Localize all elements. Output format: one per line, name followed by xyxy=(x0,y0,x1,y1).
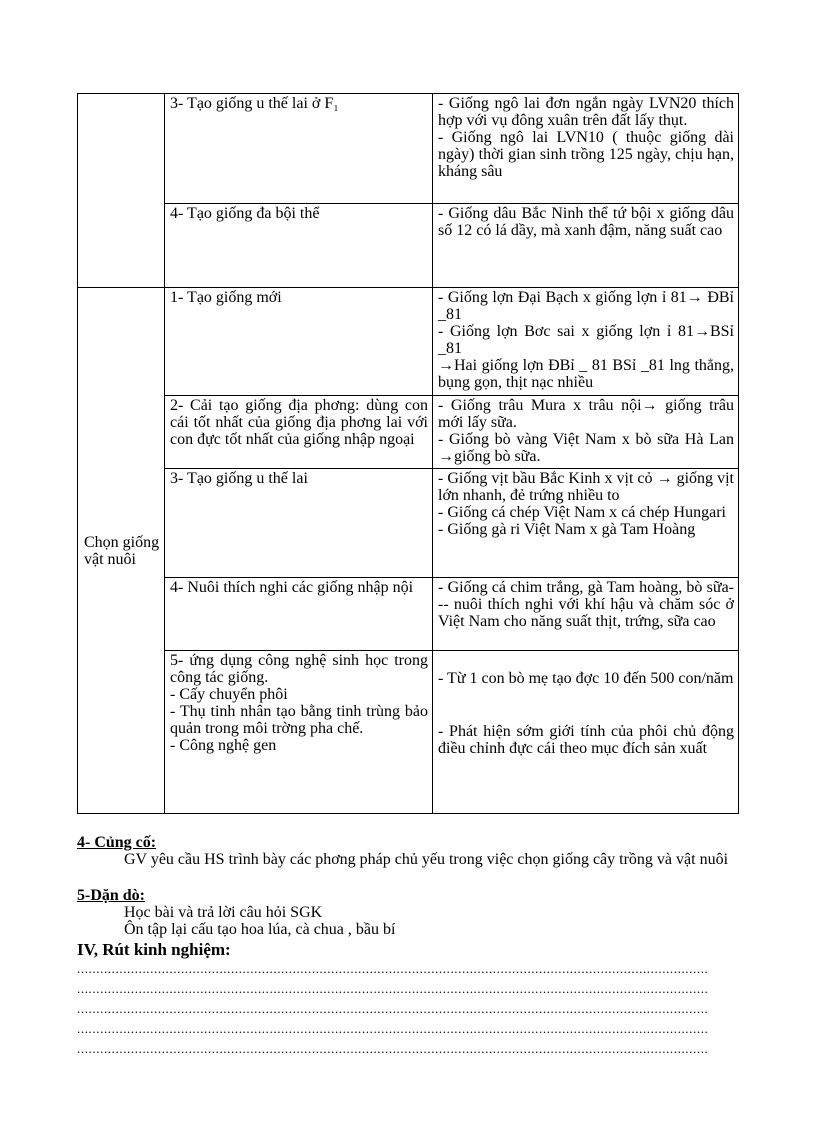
table-row xyxy=(78,94,739,204)
danho-line-1: Học bài và trả lời câu hỏi SGK xyxy=(124,904,323,921)
table-row xyxy=(78,469,739,578)
method-cell: 4- Nuôi thích nghi các giống nhập nội xyxy=(165,578,433,651)
dotted-line: .................................................................................................................................................................... xyxy=(77,981,709,996)
cungco-heading: 4- Củng cố: xyxy=(77,834,157,851)
table-row xyxy=(78,578,739,651)
example-cell: - Giống dâu Bắc Ninh thể tứ bội x giống dâu số 12 có lá dầy, mà xanh đậm, năng suất cao xyxy=(433,204,739,288)
cungco-text: GV yêu cầu HS trình bày các phơng pháp chủ yếu trong việc chọn giống cây trồng và vật nuôi xyxy=(124,851,729,868)
method-cell: 5- ứng dụng công nghệ sinh học trong công tác giống. - Cấy chuyển phôi - Thụ tinh nhân tạo bằng tinh trùng bảo quản trong môi trờng pha chế. - Công nghệ gen xyxy=(165,651,433,814)
table-row xyxy=(78,288,739,396)
method-cell: 2- Cải tạo giống địa phơng: dùng con cái tốt nhất của giống địa phơng lai với con đực tốt nhất của giống nhập ngoại xyxy=(165,396,433,469)
dotted-line: .................................................................................................................................................................... xyxy=(77,961,709,976)
dotted-line: .................................................................................................................................................................... xyxy=(77,1041,709,1056)
category-cell xyxy=(78,94,165,288)
breeding-methods-table xyxy=(77,93,739,814)
table-row xyxy=(78,204,739,288)
danho-heading: 5-Dặn dò: xyxy=(77,887,146,904)
dotted-line: .................................................................................................................................................................... xyxy=(77,1021,709,1036)
example-cell: - Giống ngô lai đơn ngắn ngày LVN20 thích hợp với vụ đông xuân trên đất lấy thụt. - Giống ngô lai LVN10 ( thuộc giống dài ngày) thời gian sinh trồng 125 ngày, chịu hạn, kháng sâu xyxy=(433,94,739,204)
example-cell: - Từ 1 con bò mẹ tạo đợc 10 đến 500 con/năm - Phát hiện sớm giới tính của phôi chủ động điều chỉnh đực cái theo mục đích sản xuất xyxy=(433,651,739,814)
cungco-section xyxy=(77,834,738,868)
method-cell: 3- Tạo giống u thế lai xyxy=(165,469,433,578)
example-cell: - Giống trâu Mura x trâu nội→ giống trâu mới lấy sữa. - Giống bò vàng Việt Nam x bò sữa Hà Lan →giống bò sữa. xyxy=(433,396,739,469)
method-cell: 1- Tạo giống mới xyxy=(165,288,433,396)
example-cell: - Giống vịt bầu Bắc Kinh x vịt cỏ → giống vịt lớn nhanh, đẻ trứng nhiều to - Giống cá chép Việt Nam x cá chép Hungari - Giống gà ri Việt Nam x gà Tam Hoàng xyxy=(433,469,739,578)
example-cell: - Giống lợn Đại Bạch x giống lợn ỉ 81→ ĐBỉ _81 - Giống lợn Bơc sai x giống lợn ỉ 81→BSỉ _81 →Hai giống lợn ĐBỉ _ 81 BSỉ _81 lng thẳng, bụng gọn, thịt nạc nhiều xyxy=(433,288,739,396)
dotted-line: .................................................................................................................................................................... xyxy=(77,1001,709,1016)
danho-line-2: Ôn tập lại cấu tạo hoa lúa, cà chua , bầu bí xyxy=(124,921,396,938)
rutkinh-section xyxy=(77,941,738,1057)
method-cell: 4- Tạo giống đa bội thể xyxy=(165,204,433,288)
danho-section xyxy=(77,887,738,938)
category-cell: Chọn giống vật nuôi xyxy=(78,288,165,814)
table-row xyxy=(78,651,739,814)
rutkinh-heading: IV, Rút kinh nghiệm: xyxy=(77,940,231,959)
table-row xyxy=(78,396,739,469)
example-cell: - Giống cá chim trắng, gà Tam hoàng, bò sữa--- nuôi thích nghi với khí hậu và chăm sóc ở Việt Nam cho năng suất thịt, trứng, sữa cao xyxy=(433,578,739,651)
method-cell: 3- Tạo giống u thế lai ở F₁ xyxy=(165,94,433,204)
